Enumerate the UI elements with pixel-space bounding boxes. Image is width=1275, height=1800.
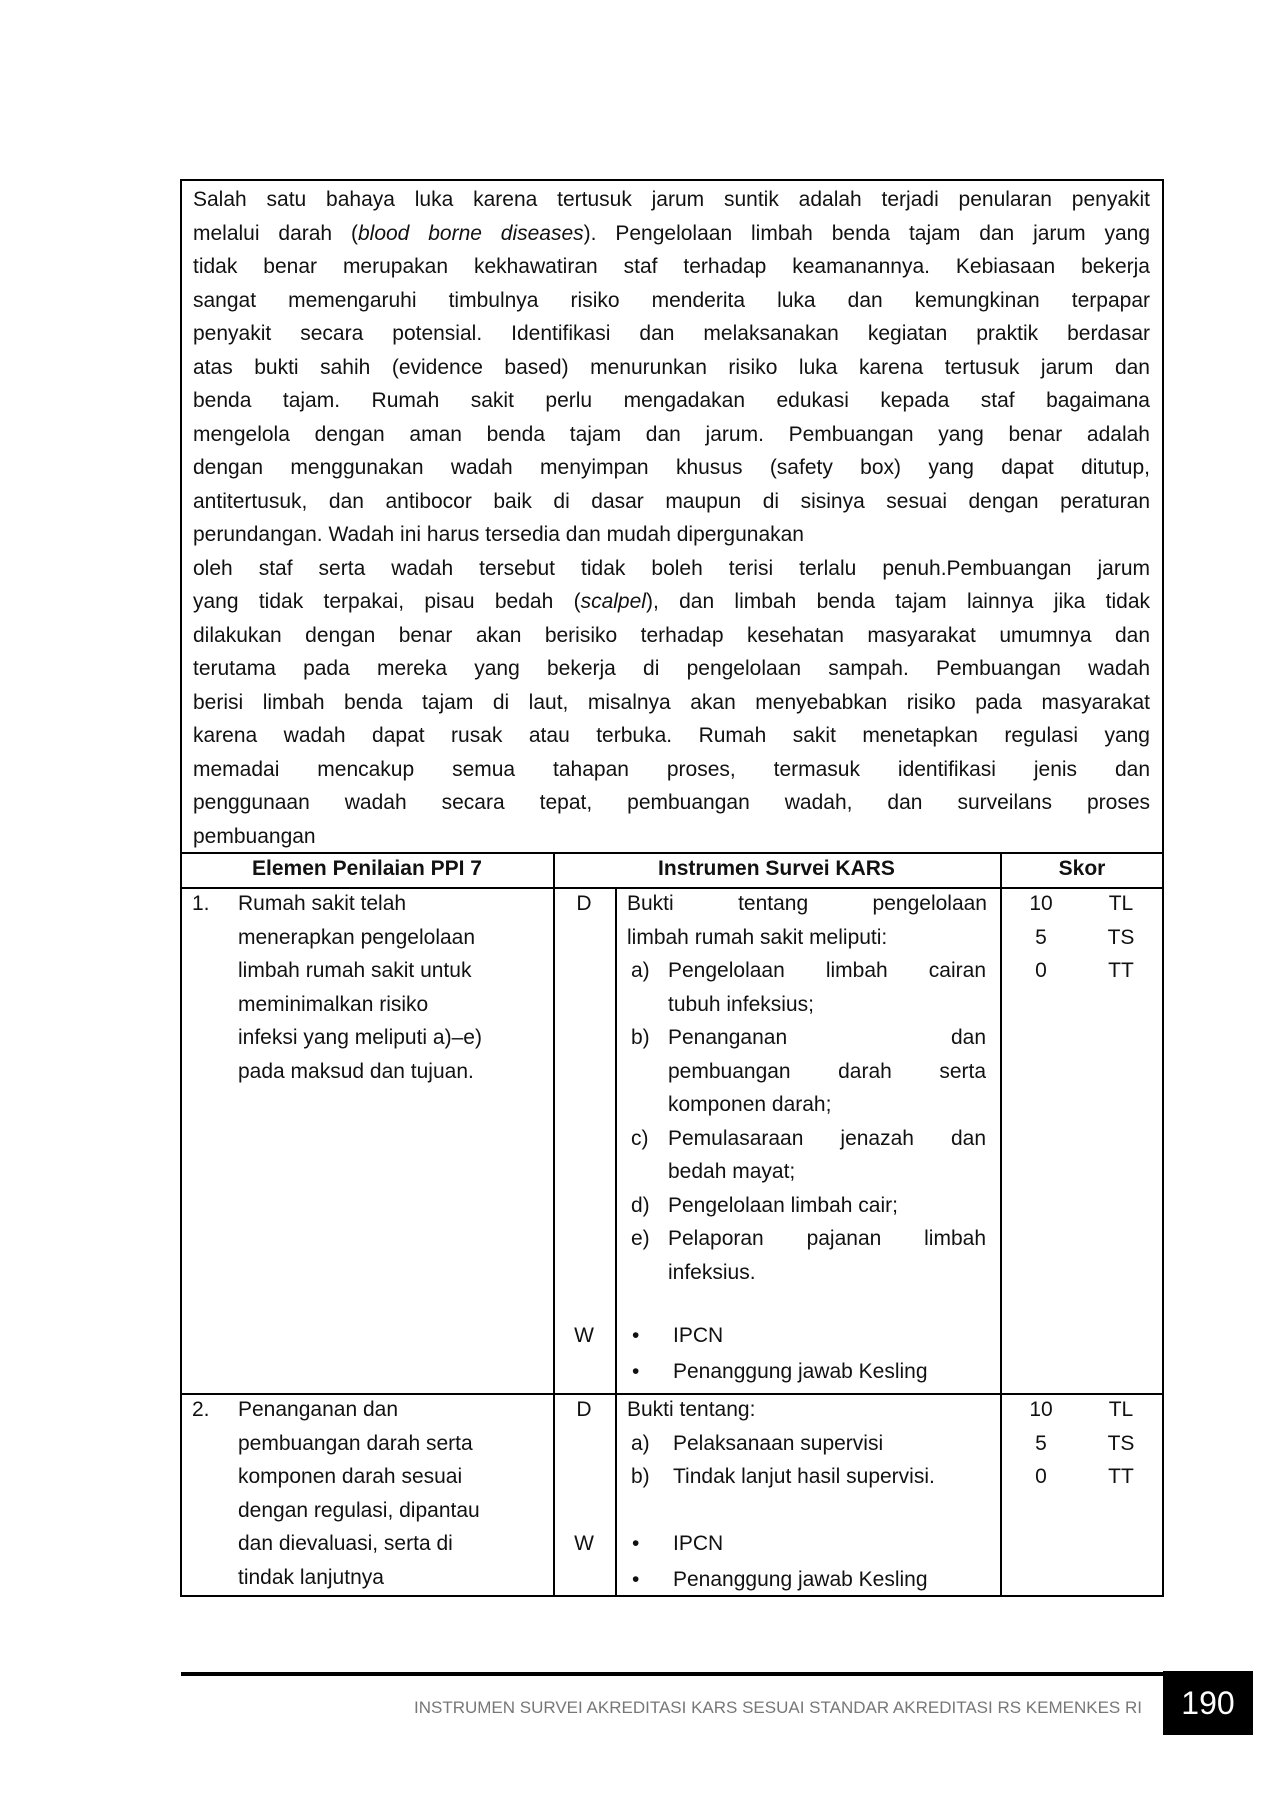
score-code: TS (1107, 925, 1135, 949)
paragraph-line (193, 217, 1150, 251)
text-segment: penyakit secara potensial. Identifikasi dan melaksanakan kegiatan praktik berdasar (193, 322, 1150, 345)
item-text: Pelaporan pajanan limbah (668, 1227, 986, 1250)
bullet-icon: • (632, 1568, 640, 1591)
page-number: 190 (1163, 1671, 1253, 1735)
row-number: 1. (192, 892, 210, 915)
item-marker: a) (631, 1431, 650, 1455)
bullet-icon: • (632, 1532, 640, 1555)
element-text: pembuangan darah serta (238, 1431, 473, 1455)
paragraph-line (193, 820, 1150, 854)
paragraph-line (193, 317, 1150, 351)
paragraph-line (193, 652, 1150, 686)
score-value: 5 (1035, 1431, 1047, 1455)
paragraph-line (193, 619, 1150, 653)
evidence-intro: Bukti tentang: (627, 1398, 756, 1421)
text-segment: perundangan. Wadah ini harus tersedia dan mudah dipergunakan (193, 523, 804, 546)
item-marker: b) (631, 1026, 650, 1049)
element-text: Rumah sakit telah (238, 892, 407, 915)
intent-paragraph (193, 183, 1150, 853)
paragraph-line (193, 753, 1150, 787)
text-segment: penggunaan wadah secara tepat, pembuangan wadah, dan surveilans proses (193, 791, 1150, 814)
element-text: dan dievaluasi, serta di (238, 1532, 453, 1555)
text-segment: melalui darah ( (193, 221, 358, 245)
paragraph-line (193, 284, 1150, 318)
paragraph-line (193, 686, 1150, 720)
item-text: pembuangan darah serta (668, 1059, 986, 1083)
evidence-type-interview: W (574, 1324, 594, 1348)
text-segment: ), dan limbah benda tajam lainnya jika tidak (645, 590, 1150, 613)
interviewee: Penanggung jawab Kesling (673, 1360, 928, 1384)
evidence-type-document: D (576, 892, 592, 915)
element-text: infeksi yang meliputi a)–e) (238, 1026, 482, 1049)
bullet-icon: • (632, 1360, 640, 1384)
text-segment: antitertusuk, dan antibocor baik di dasar maupun di sisinya sesuai dengan peraturan (193, 489, 1150, 513)
score-value: 10 (1029, 1398, 1053, 1421)
text-segment: benda tajam. Rumah sakit perlu mengadakan edukasi kepada staf bagaimana (193, 389, 1150, 412)
score-code: TT (1108, 1465, 1134, 1488)
element-text: tindak lanjutnya (238, 1565, 384, 1589)
item-text: Pelaksanaan supervisi (673, 1431, 884, 1455)
text-segment: mengelola dengan aman benda tajam dan jarum. Pembuangan yang benar adalah (193, 422, 1150, 446)
item-text: Pengelolaan limbah cairan (668, 959, 986, 982)
item-text: Penanganan dan (668, 1026, 986, 1049)
item-marker: a) (631, 959, 650, 982)
item-text: Pengelolaan limbah cair; (668, 1193, 898, 1217)
item-text: Pemulasaraan jenazah dan (668, 1126, 986, 1150)
footer-rule (181, 1672, 1163, 1676)
paragraph-line (193, 585, 1150, 619)
element-text: meminimalkan risiko (238, 992, 429, 1016)
interviewee: IPCN (673, 1532, 724, 1555)
row-number: 2. (192, 1398, 210, 1421)
divider (1000, 852, 1002, 1597)
text-segment: berisi limbah benda tajam di laut, misalnya akan menyebabkan risiko pada masyarakat (193, 690, 1150, 714)
score-code: TL (1108, 1398, 1134, 1421)
item-text: komponen darah; (668, 1093, 832, 1116)
header-score: Skor (1058, 857, 1106, 880)
interviewee: Penanggung jawab Kesling (673, 1568, 928, 1591)
paragraph-line (193, 552, 1150, 586)
text-segment: dengan menggunakan wadah menyimpan khusus (safety box) yang dapat ditutup, (193, 456, 1150, 479)
text-segment: pembuangan (193, 824, 316, 848)
paragraph-line (193, 418, 1150, 452)
score-value: 0 (1035, 1465, 1047, 1488)
item-marker: d) (631, 1193, 650, 1217)
text-segment: tidak benar merupakan kekhawatiran staf terhadap keamanannya. Kebiasaan bekerja (193, 255, 1150, 278)
text-segment: dilakukan dengan benar akan berisiko terhadap kesehatan masyarakat umumnya dan (193, 623, 1150, 647)
text-segment: karena wadah dapat rusak atau terbuka. Rumah sakit menetapkan regulasi yang (193, 724, 1150, 747)
element-text: komponen darah sesuai (238, 1465, 463, 1488)
paragraph-line (193, 719, 1150, 753)
paragraph-line (193, 183, 1150, 217)
element-text: limbah rumah sakit untuk (238, 959, 472, 982)
item-marker: e) (631, 1227, 650, 1250)
score-value: 10 (1029, 892, 1053, 915)
text-segment: memadai mencakup semua tahapan proses, termasuk identifikasi jenis dan (193, 757, 1150, 781)
text-segment: oleh staf serta wadah tersebut tidak boleh terisi terlalu penuh.Pembuangan jarum (193, 556, 1150, 580)
paragraph-line (193, 351, 1150, 385)
evidence-intro: limbah rumah sakit meliputi: (627, 925, 888, 949)
element-text: pada maksud dan tujuan. (238, 1059, 474, 1083)
paragraph-line (193, 518, 1150, 552)
interviewee: IPCN (673, 1324, 724, 1348)
text-segment: Salah satu bahaya luka karena tertusuk jarum suntik adalah terjadi penularan penyakit (193, 188, 1150, 211)
element-text: Penanganan dan (238, 1398, 398, 1421)
paragraph-line (193, 250, 1150, 284)
text-segment: atas bukti sahih (evidence based) menurunkan risiko luka karena tertusuk jarum dan (193, 355, 1150, 379)
item-marker: b) (631, 1465, 650, 1488)
element-text: dengan regulasi, dipantau (238, 1498, 480, 1522)
element-text: menerapkan pengelolaan (238, 925, 476, 949)
evidence-type-interview: W (574, 1532, 594, 1555)
score-code: TT (1108, 959, 1134, 982)
item-text: bedah mayat; (668, 1160, 796, 1183)
italic-term: scalpel (580, 590, 646, 613)
score-code: TS (1107, 1431, 1135, 1455)
item-marker: c) (631, 1126, 649, 1150)
evidence-intro: Bukti tentang pengelolaan (627, 892, 987, 915)
paragraph-line (193, 384, 1150, 418)
item-text: tubuh infeksius; (668, 992, 814, 1016)
score-value: 0 (1035, 959, 1047, 982)
bullet-icon: • (632, 1324, 640, 1348)
paragraph-line (193, 485, 1150, 519)
evidence-type-document: D (576, 1398, 592, 1421)
item-text: Tindak lanjut hasil supervisi. (673, 1465, 935, 1488)
item-text: infeksius. (668, 1260, 756, 1284)
divider (553, 852, 555, 1597)
paragraph-line (193, 451, 1150, 485)
italic-term: blood borne diseases (357, 221, 584, 245)
score-value: 5 (1035, 925, 1047, 949)
text-segment: yang tidak terpakai, pisau bedah ( (193, 590, 581, 613)
text-segment: sangat memengaruhi timbulnya risiko menderita luka dan kemungkinan terpapar (193, 288, 1150, 312)
divider (615, 887, 617, 1597)
header-element: Elemen Penilaian PPI 7 (252, 857, 482, 880)
score-code: TL (1108, 892, 1134, 915)
paragraph-line (193, 786, 1150, 820)
footer-title: INSTRUMEN SURVEI AKREDITASI KARS SESUAI STANDAR AKREDITASI RS KEMENKES RI (413, 1698, 1142, 1717)
header-instrument: Instrumen Survei KARS (658, 857, 895, 880)
text-segment: ). Pengelolaan limbah benda tajam dan jarum yang (583, 221, 1150, 245)
text-segment: terutama pada mereka yang bekerja di pengelolaan sampah. Pembuangan wadah (193, 657, 1150, 680)
